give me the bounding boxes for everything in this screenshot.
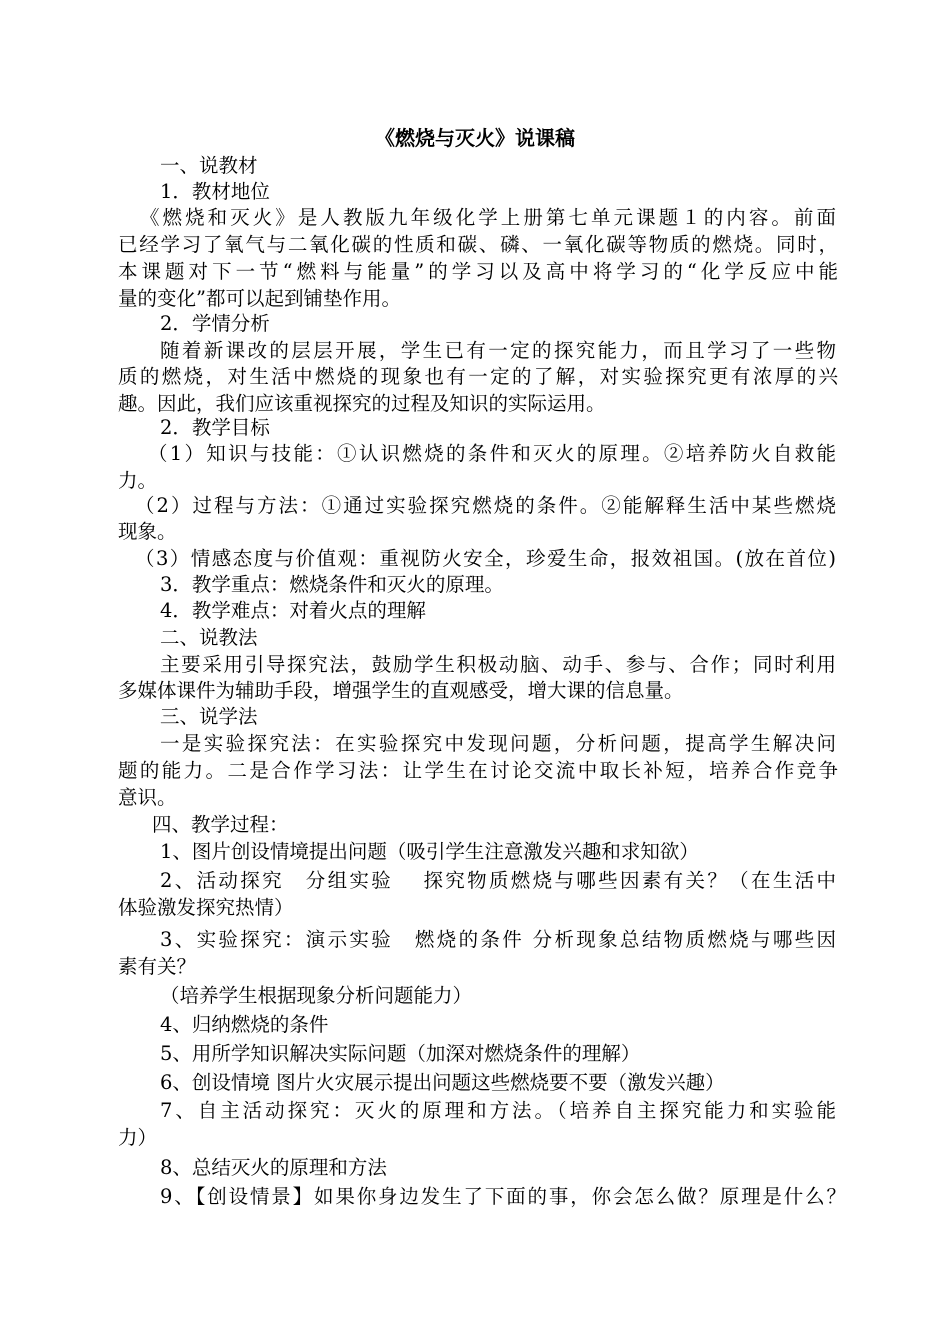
paragraph-line: 质的燃烧，对生活中燃烧的现象也有一定的了解，对实验探究更有浓厚的兴 [118,365,838,388]
paragraph-line: 多媒体课件为辅助手段，增强学生的直观感受，增大课的信息量。 [118,679,684,702]
subheading-textbook-position: 1．教材地位 [160,180,270,203]
paragraph-line: 力。 [118,469,158,492]
paragraph-line: 体验激发探究热情） [118,896,294,919]
process-step-9: 9、【创设情景】如果你身边发生了下面的事，你会怎么做？原理是什么？ [160,1185,846,1208]
teaching-difficulty: 4．教学难点：对着火点的理解 [160,599,426,622]
goal-knowledge-skills: （1）知识与技能：①认识燃烧的条件和灭火的原理。②培养防火自救能 [148,442,836,465]
process-step-5: 5、用所学知识解决实际问题（加深对燃烧条件的理解） [160,1042,641,1065]
section-heading-teaching-process: 四、教学过程： [152,813,289,836]
process-step-1: 1、图片创设情境提出问题（吸引学生注意激发兴趣和求知欲） [160,840,699,863]
process-step-2: 2、活动探究 分组实验 探究物质燃烧与哪些因素有关？（在生活中 [160,869,836,892]
paragraph-line: 《燃烧和灭火》是人教版九年级化学上册第七单元课题１的内容。前面 [140,206,836,229]
process-step-7: 7、自主活动探究：灭火的原理和方法。（培养自主探究能力和实验能 [160,1099,836,1122]
section-heading-teaching-method: 二、说教法 [160,626,258,649]
paragraph-line: 意识。 [118,786,177,809]
process-step-8: 8、总结灭火的原理和方法 [160,1156,387,1179]
paragraph-line: 题的能力。二是合作学习法：让学生在讨论交流中取长补短，培养合作竞争 [118,759,838,782]
process-step-4: 4、归纳燃烧的条件 [160,1013,329,1036]
paragraph-line: 现象。 [118,520,177,543]
paragraph-line: 主要采用引导探究法，鼓励学生积极动脑、动手、参与、合作；同时利用 [160,653,836,676]
paragraph-line: 随着新课改的层层开展，学生已有一定的探究能力，而且学习了一些物 [160,339,836,362]
teaching-key-point: 3．教学重点：燃烧条件和灭火的原理。 [160,573,504,596]
paragraph-line: 素有关？ [118,955,197,978]
subheading-learner-analysis: 2．学情分析 [160,312,270,335]
paragraph-line: 力） [118,1126,158,1149]
section-heading-textbook: 一、说教材 [160,154,258,177]
paragraph-line: 本课题对下一节“燃料与能量”的学习以及高中将学习的“化学反应中能 [118,260,838,283]
process-step-6: 6、创设情境 图片火灾展示提出问题这些燃烧要不要（激发兴趣） [160,1071,725,1094]
paragraph-line: 量的变化”都可以起到铺垫作用。 [118,287,401,310]
paragraph-line: 已经学习了氧气与二氧化碳的性质和碳、磷、一氧化碳等物质的燃烧。同时， [118,233,838,256]
paragraph-line: 趣。因此，我们应该重视探究的过程及知识的实际运用。 [118,392,606,415]
paragraph-line: 一是实验探究法：在实验探究中发现问题，分析问题，提高学生解决问 [160,732,836,755]
subheading-teaching-goals: 2．教学目标 [160,416,270,439]
process-step-3: 3、实验探究：演示实验 燃烧的条件 分析现象总结物质燃烧与哪些因 [160,928,836,951]
paragraph-line: （培养学生根据现象分析问题能力） [160,984,473,1007]
goal-attitudes-values: （3）情感态度与价值观：重视防火安全，珍爱生命，报效祖国。(放在首位) [135,547,836,570]
section-heading-learning-method: 三、说学法 [160,705,258,728]
goal-process-methods: （2）过程与方法：①通过实验探究燃烧的条件。②能解释生活中某些燃烧 [135,494,836,517]
document-title: 《燃烧与灭火》说课稿 [375,126,575,150]
